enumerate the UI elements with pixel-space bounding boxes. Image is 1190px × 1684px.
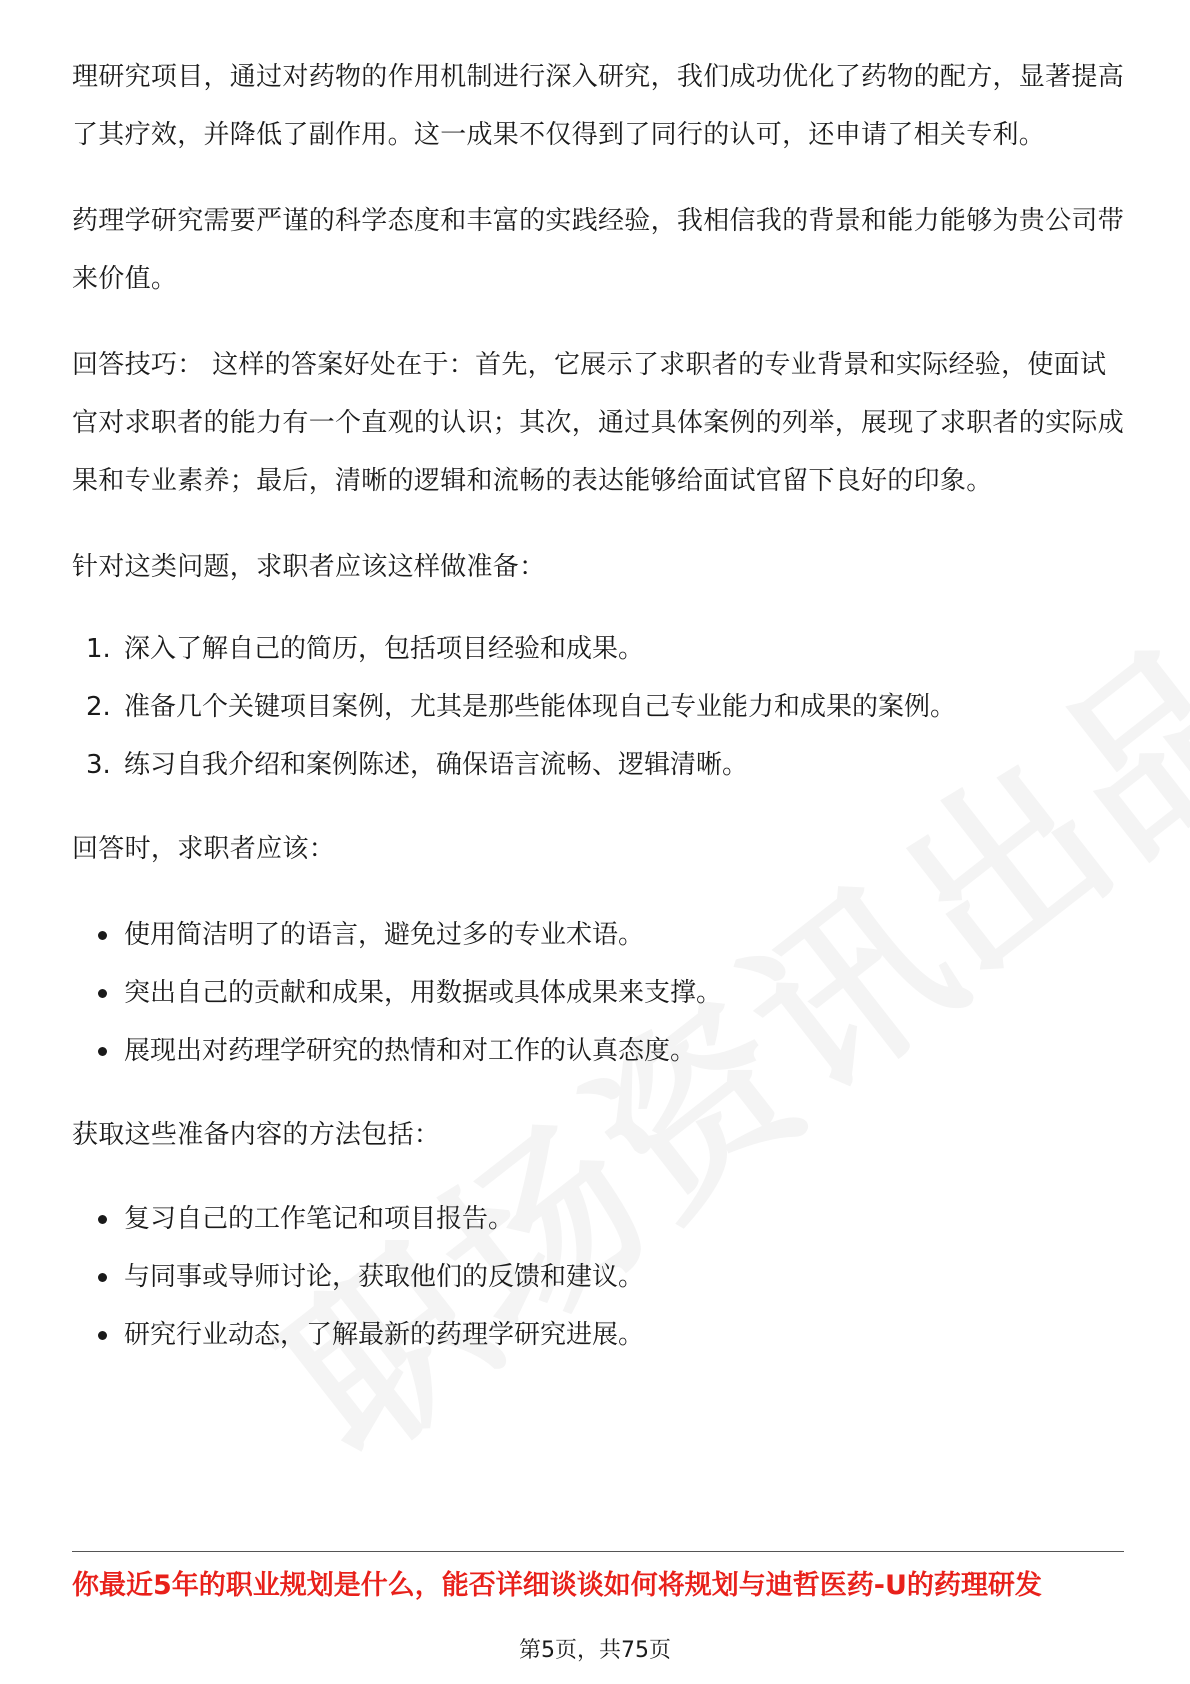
prep-list [72,620,1124,794]
list-item-text: 研究行业动态，了解最新的药理学研究进展。 [124,1320,645,1350]
list-item [72,620,1124,678]
bullet-icon [98,1331,107,1340]
method-list [72,1190,1124,1364]
list-number: 2. [86,692,111,722]
list-item-text: 使用简洁明了的语言，避免过多的专业术语。 [124,920,645,950]
paragraph-project-result: 理研究项目，通过对药物的作用机制进行深入研究，我们成功优化了药物的配方，显著提高了其疗效，并降低了副作用。这一成果不仅得到了同行的认可，还申请了相关专利。 [72,62,1125,150]
list-item [72,1248,1124,1306]
list-item-text: 与同事或导师讨论，获取他们的反馈和建议。 [124,1262,645,1292]
list-item [72,736,1124,794]
answer-list [72,906,1124,1080]
list-number: 1. [86,634,111,664]
list-item [72,678,1124,736]
bullet-icon [98,1047,107,1056]
paragraph-value-statement: 药理学研究需要严谨的科学态度和丰富的实践经验，我相信我的背景和能力能够为贵公司带来价值。 [72,206,1125,294]
list-item [72,1190,1124,1248]
list-item-text: 练习自我介绍和案例陈述，确保语言流畅、逻辑清晰。 [124,750,749,780]
paragraph-answer-intro: 回答时，求职者应该： [72,834,336,864]
list-item [72,906,1124,964]
paragraph-answer-tips: 回答技巧： 这样的答案好处在于：首先，它展示了求职者的专业背景和实际经验，使面试官对求职者的能力有一个直观的认识；其次，通过具体案例的列举，展现了求职者的实际成果和专业素养；最后，清晰的逻辑和流畅的表达能够给面试官留下良好的印象。 [72,350,1125,496]
paragraph-prep-intro: 针对这类问题，求职者应该这样做准备： [72,552,546,582]
list-item [72,1306,1124,1364]
list-item-text: 准备几个关键项目案例，尤其是那些能体现自己专业能力和成果的案例。 [124,692,957,722]
bullet-icon [98,989,107,998]
bullet-icon [98,931,107,940]
list-item [72,1022,1124,1080]
section-divider [72,1551,1124,1552]
list-item-text: 复习自己的工作笔记和项目报告。 [124,1204,515,1234]
list-item [72,964,1124,1022]
list-item-text: 展现出对药理学研究的热情和对工作的认真态度。 [124,1036,697,1066]
document-body [72,48,1124,1364]
paragraph-method-intro: 获取这些准备内容的方法包括： [72,1120,441,1150]
list-item-text: 深入了解自己的简历，包括项目经验和成果。 [124,634,645,664]
next-question-heading: 你最近5年的职业规划是什么，能否详细谈谈如何将规划与迪哲医药-U的药理研发 [72,1570,1042,1601]
page-number: 第5页，共75页 [519,1638,671,1663]
bullet-icon [98,1273,107,1282]
bullet-icon [98,1215,107,1224]
list-number: 3. [86,750,111,780]
list-item-text: 突出自己的贡献和成果，用数据或具体成果来支撑。 [124,978,723,1008]
